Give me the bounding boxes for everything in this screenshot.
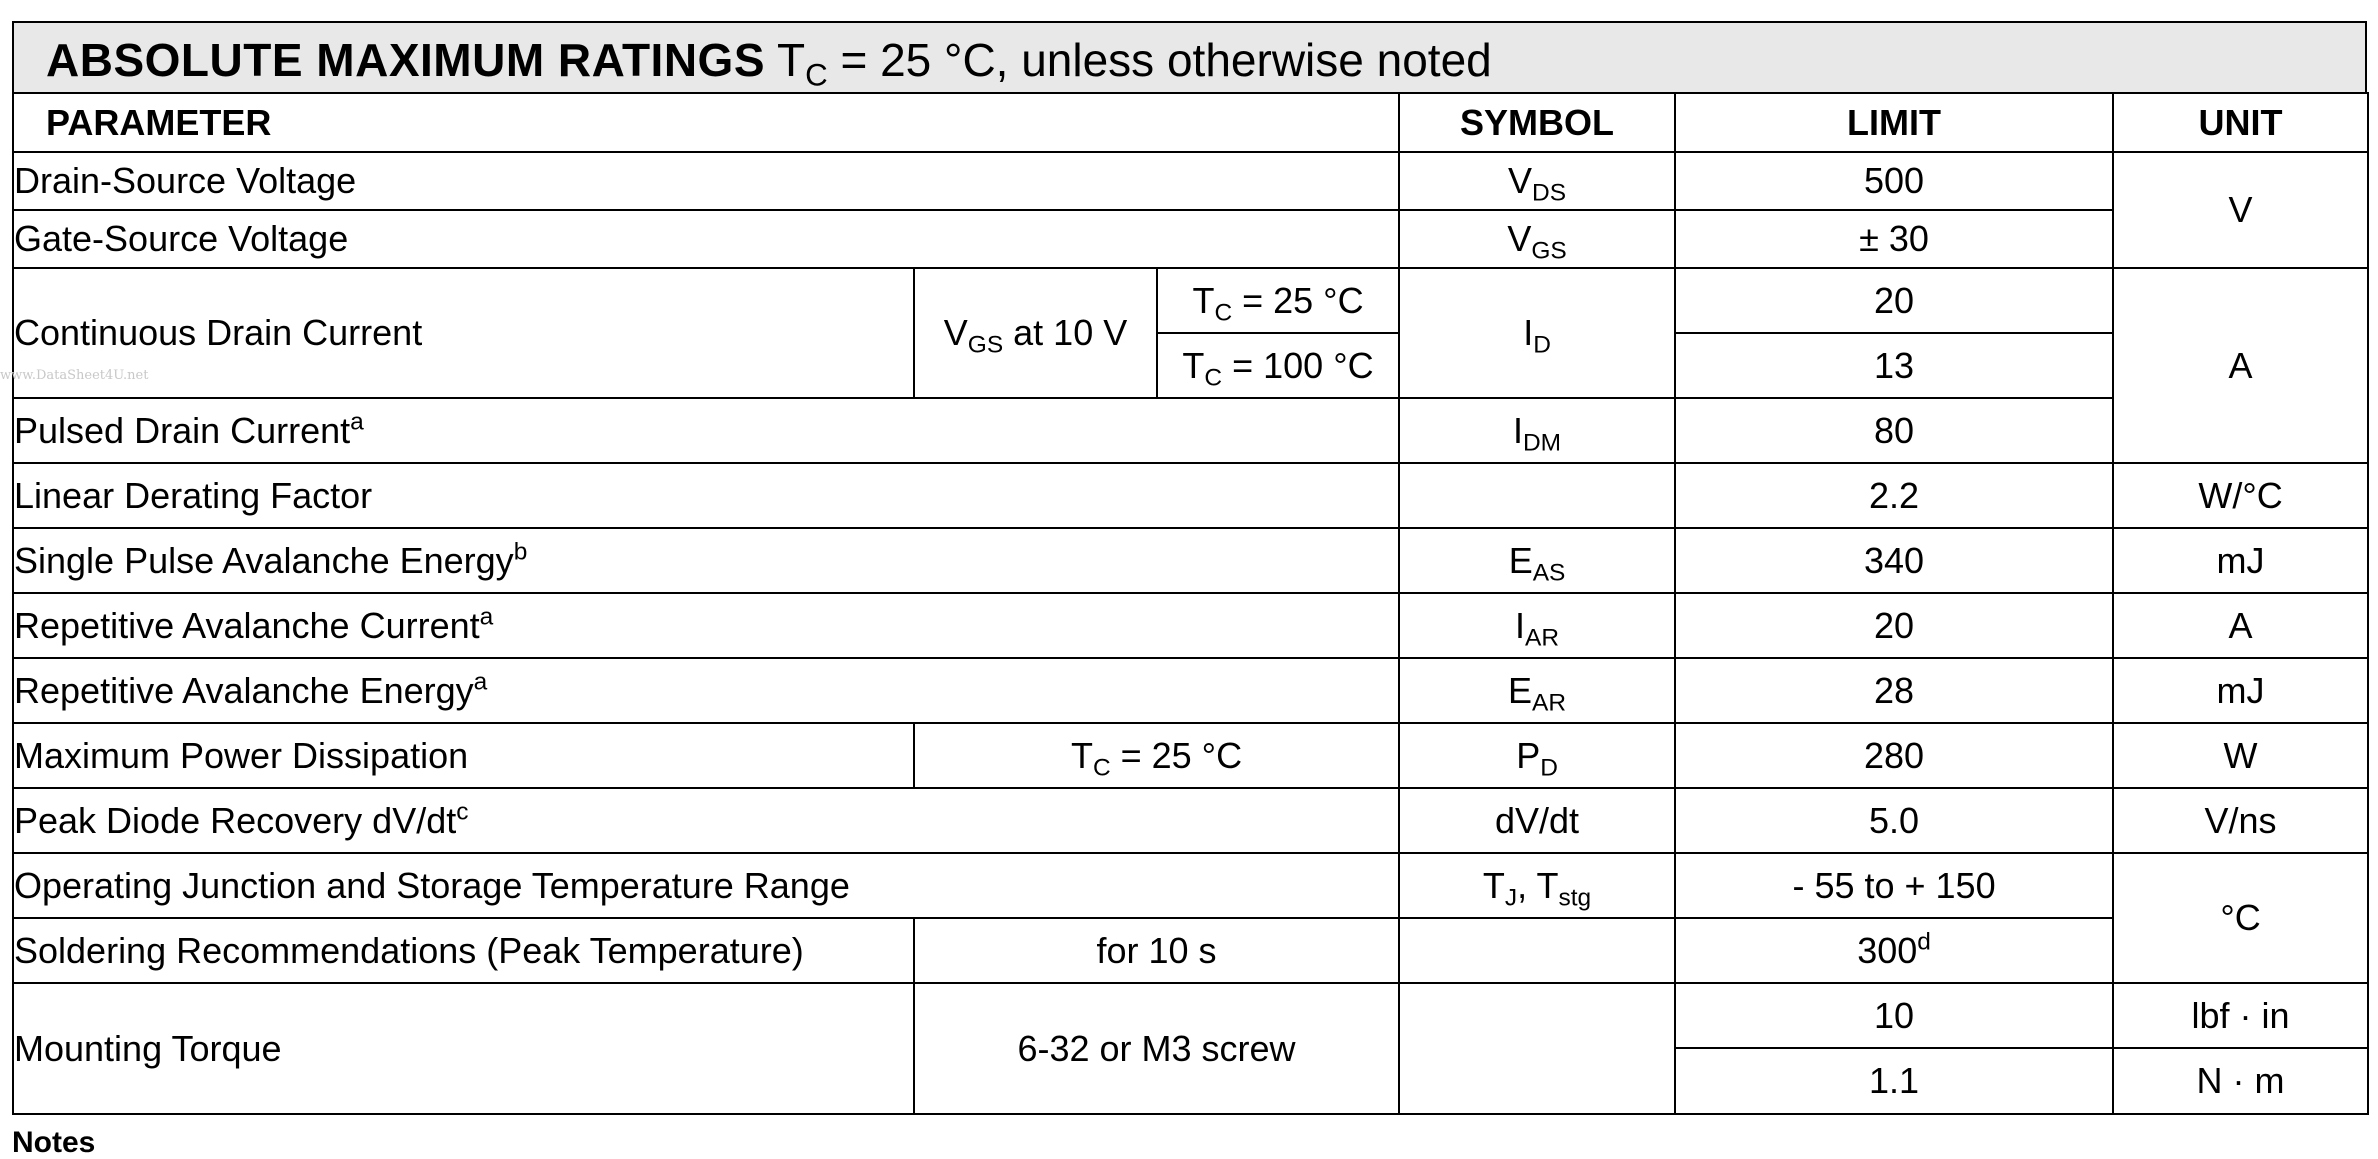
column-header-parameter: PARAMETER bbox=[13, 93, 1399, 152]
watermark-text: www.DataSheet4U.net bbox=[0, 368, 149, 383]
symbol-cell: $E_{AR}$ bbox=[1399, 658, 1675, 723]
unit-cell: lbf · in bbox=[2113, 983, 2368, 1048]
row-continuous-drain-current bbox=[13, 268, 2368, 333]
symbol-cell bbox=[1399, 983, 1675, 1114]
unit-cell: mJ bbox=[2113, 528, 2368, 593]
symbol-cell: $V_{DS}$ bbox=[1399, 152, 1675, 210]
symbol-cell: $E_{AS}$ bbox=[1399, 528, 1675, 593]
limit-cell: 20 bbox=[1675, 268, 2113, 333]
row-linear-derating-factor bbox=[13, 463, 2368, 528]
row-maximum-power-dissipation bbox=[13, 723, 2368, 788]
header-row bbox=[13, 93, 2368, 152]
temperature-condition-cell: $T_C = 25$ °C bbox=[1157, 268, 1399, 333]
param-cell: Soldering Recommendations (Peak Temperature) bbox=[13, 918, 914, 983]
column-header-symbol: SYMBOL bbox=[1399, 93, 1675, 152]
limit-cell: 1.1 bbox=[1675, 1048, 2113, 1114]
unit-cell: °C bbox=[2113, 853, 2368, 983]
notes-label: Notes bbox=[12, 1126, 96, 1159]
limit-cell: 2.2 bbox=[1675, 463, 2113, 528]
param-cell: Drain-Source Voltage bbox=[13, 152, 1399, 210]
limit-cell: 80 bbox=[1675, 398, 2113, 463]
row-mounting-torque bbox=[13, 983, 2368, 1048]
row-repetitive-avalanche-current bbox=[13, 593, 2368, 658]
limit-cell: ± 30 bbox=[1675, 210, 2113, 268]
table-title-condition: $T_C = 25$ °C, unless otherwise noted bbox=[776, 34, 1492, 93]
param-cell: Mounting Torque bbox=[13, 983, 914, 1114]
param-cell: Repetitive Avalanche Current$^a$ bbox=[13, 593, 1399, 658]
symbol-cell: dV/dt bbox=[1399, 788, 1675, 853]
absolute-maximum-ratings-table bbox=[12, 92, 2369, 1115]
row-drain-source-voltage bbox=[13, 152, 2368, 210]
unit-cell: W bbox=[2113, 723, 2368, 788]
limit-cell: 300$^d$ bbox=[1675, 918, 2113, 983]
table-title bbox=[46, 28, 1492, 92]
unit-cell: N · m bbox=[2113, 1048, 2368, 1114]
param-cell: Gate-Source Voltage bbox=[13, 210, 1399, 268]
unit-cell: V/ns bbox=[2113, 788, 2368, 853]
limit-cell: 280 bbox=[1675, 723, 2113, 788]
limit-cell: - 55 to + 150 bbox=[1675, 853, 2113, 918]
condition-cell: $T_C = 25$ °C bbox=[914, 723, 1399, 788]
symbol-cell: $P_D$ bbox=[1399, 723, 1675, 788]
unit-cell: mJ bbox=[2113, 658, 2368, 723]
param-cell: Maximum Power Dissipation bbox=[13, 723, 914, 788]
param-cell: Continuous Drain Current bbox=[13, 268, 914, 398]
unit-cell: W/°C bbox=[2113, 463, 2368, 528]
row-repetitive-avalanche-energy bbox=[13, 658, 2368, 723]
limit-cell: 5.0 bbox=[1675, 788, 2113, 853]
unit-cell: A bbox=[2113, 593, 2368, 658]
temperature-condition-cell: $T_C = 100$ °C bbox=[1157, 333, 1399, 398]
param-cell: Linear Derating Factor bbox=[13, 463, 1399, 528]
param-cell: Peak Diode Recovery $dV/dt^c$ bbox=[13, 788, 1399, 853]
row-soldering-recommendations bbox=[13, 918, 2368, 983]
column-header-unit: UNIT bbox=[2113, 93, 2368, 152]
table-title-main: ABSOLUTE MAXIMUM RATINGS bbox=[46, 34, 766, 86]
condition-cell: for 10 s bbox=[914, 918, 1399, 983]
symbol-cell bbox=[1399, 463, 1675, 528]
row-peak-diode-recovery bbox=[13, 788, 2368, 853]
param-cell: Repetitive Avalanche Energy$^a$ bbox=[13, 658, 1399, 723]
limit-cell: 10 bbox=[1675, 983, 2113, 1048]
param-cell: Pulsed Drain Current$^a$ bbox=[13, 398, 1399, 463]
param-cell: Single Pulse Avalanche Energy$^b$ bbox=[13, 528, 1399, 593]
limit-cell: 20 bbox=[1675, 593, 2113, 658]
unit-cell: A bbox=[2113, 268, 2368, 463]
column-header-limit: LIMIT bbox=[1675, 93, 2113, 152]
row-gate-source-voltage bbox=[13, 210, 2368, 268]
unit-cell: V bbox=[2113, 152, 2368, 268]
condition-cell: 6-32 or M3 screw bbox=[914, 983, 1399, 1114]
limit-cell: 28 bbox=[1675, 658, 2113, 723]
symbol-cell: $I_{DM}$ bbox=[1399, 398, 1675, 463]
limit-cell: 340 bbox=[1675, 528, 2113, 593]
limit-cell: 500 bbox=[1675, 152, 2113, 210]
param-cell: Operating Junction and Storage Temperature Range bbox=[13, 853, 1399, 918]
symbol-cell bbox=[1399, 918, 1675, 983]
condition-cell: $V_{GS}$ at 10 V bbox=[914, 268, 1157, 398]
limit-cell: 13 bbox=[1675, 333, 2113, 398]
symbol-cell: $V_{GS}$ bbox=[1399, 210, 1675, 268]
row-single-pulse-avalanche-energy bbox=[13, 528, 2368, 593]
symbol-cell: $T_J$, $T_{stg}$ bbox=[1399, 853, 1675, 918]
symbol-cell: $I_{AR}$ bbox=[1399, 593, 1675, 658]
row-pulsed-drain-current bbox=[13, 398, 2368, 463]
row-operating-temperature-range bbox=[13, 853, 2368, 918]
symbol-cell: $I_D$ bbox=[1399, 268, 1675, 398]
